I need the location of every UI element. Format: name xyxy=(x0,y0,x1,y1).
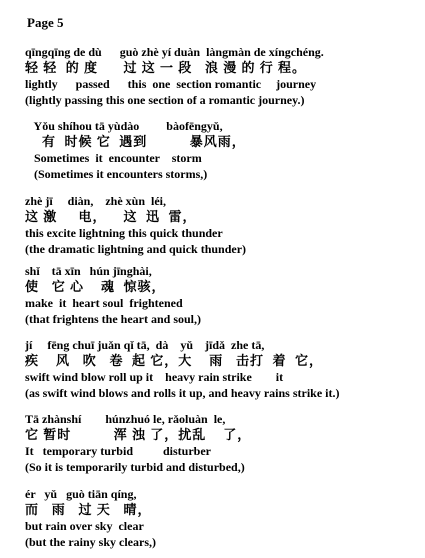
translation-line: (that frightens the heart and soul,) xyxy=(25,312,201,326)
gloss-line: make it heart soul frightened xyxy=(25,296,183,310)
stanza-4 xyxy=(25,263,420,327)
page-number: Page 5 xyxy=(27,15,64,30)
translation-line: (but the rainy sky clears,) xyxy=(25,535,156,549)
translation-line: (as swift wind blows and rolls it up, and heavy rains strike it.) xyxy=(25,386,340,400)
translation-line: (the dramatic lightning and quick thunder) xyxy=(25,242,247,256)
stanza-2 xyxy=(25,118,420,182)
chinese-line: 使 它 心 魂 惊骇， xyxy=(25,279,166,294)
chinese-line: 疾 风 吹 卷 起 它，大 雨 击打 着 它， xyxy=(25,353,324,368)
chinese-line: 轻 轻 的 度 过 这 一 段 浪 漫 的 行 程。 xyxy=(25,60,307,75)
pinyin-line: zhè jī diàn, zhè xùn léi, xyxy=(25,194,167,208)
chinese-line: 而 雨 过 天 晴， xyxy=(25,502,152,517)
stanza-6 xyxy=(25,411,420,475)
gloss-line: this excite lightning this quick thunder xyxy=(25,226,223,240)
translation-line: (Sometimes it encounters storms,) xyxy=(25,167,208,181)
gloss-line: Sometimes it encounter storm xyxy=(25,151,202,165)
stanza-3 xyxy=(25,193,420,257)
gloss-line: lightly passed this one section romantic journey xyxy=(25,77,317,91)
gloss-line: It temporary turbid disturber xyxy=(25,444,211,458)
translation-line: (lightly passing this one section of a romantic journey.) xyxy=(25,93,305,107)
pinyin-line: jí fēng chuī juǎn qǐ tā, dà yǔ jīdǎ zhe tā, xyxy=(25,338,265,352)
gloss-line: swift wind blow roll up it heavy rain strike it xyxy=(25,370,284,384)
chinese-line: 有 时候 它 遇到 暴风雨， xyxy=(25,134,246,149)
pinyin-line: qīngqīng de dù guò zhè yí duàn làngmàn de xíngchéng. xyxy=(25,45,324,59)
gloss-line: but rain over sky clear xyxy=(25,519,144,533)
pinyin-line: Tā zhànshí húnzhuó le, rǎoluàn le, xyxy=(25,412,226,426)
pinyin-line: Yǒu shíhou tā yùdào bàofēngyǔ, xyxy=(25,119,223,133)
stanza-7 xyxy=(25,486,420,550)
pinyin-line: ér yǔ guò tiān qíng, xyxy=(25,487,137,501)
stanza-1 xyxy=(25,44,420,108)
chinese-line: 这 激 电， 这 迅 雷， xyxy=(25,209,197,224)
chinese-line: 它 暂时 浑 浊 了，扰乱 了， xyxy=(25,427,252,442)
pinyin-line: shǐ tā xīn hún jīnghài, xyxy=(25,264,152,278)
stanza-5 xyxy=(25,337,420,401)
translation-line: (So it is temporarily turbid and disturbed,) xyxy=(25,460,245,474)
